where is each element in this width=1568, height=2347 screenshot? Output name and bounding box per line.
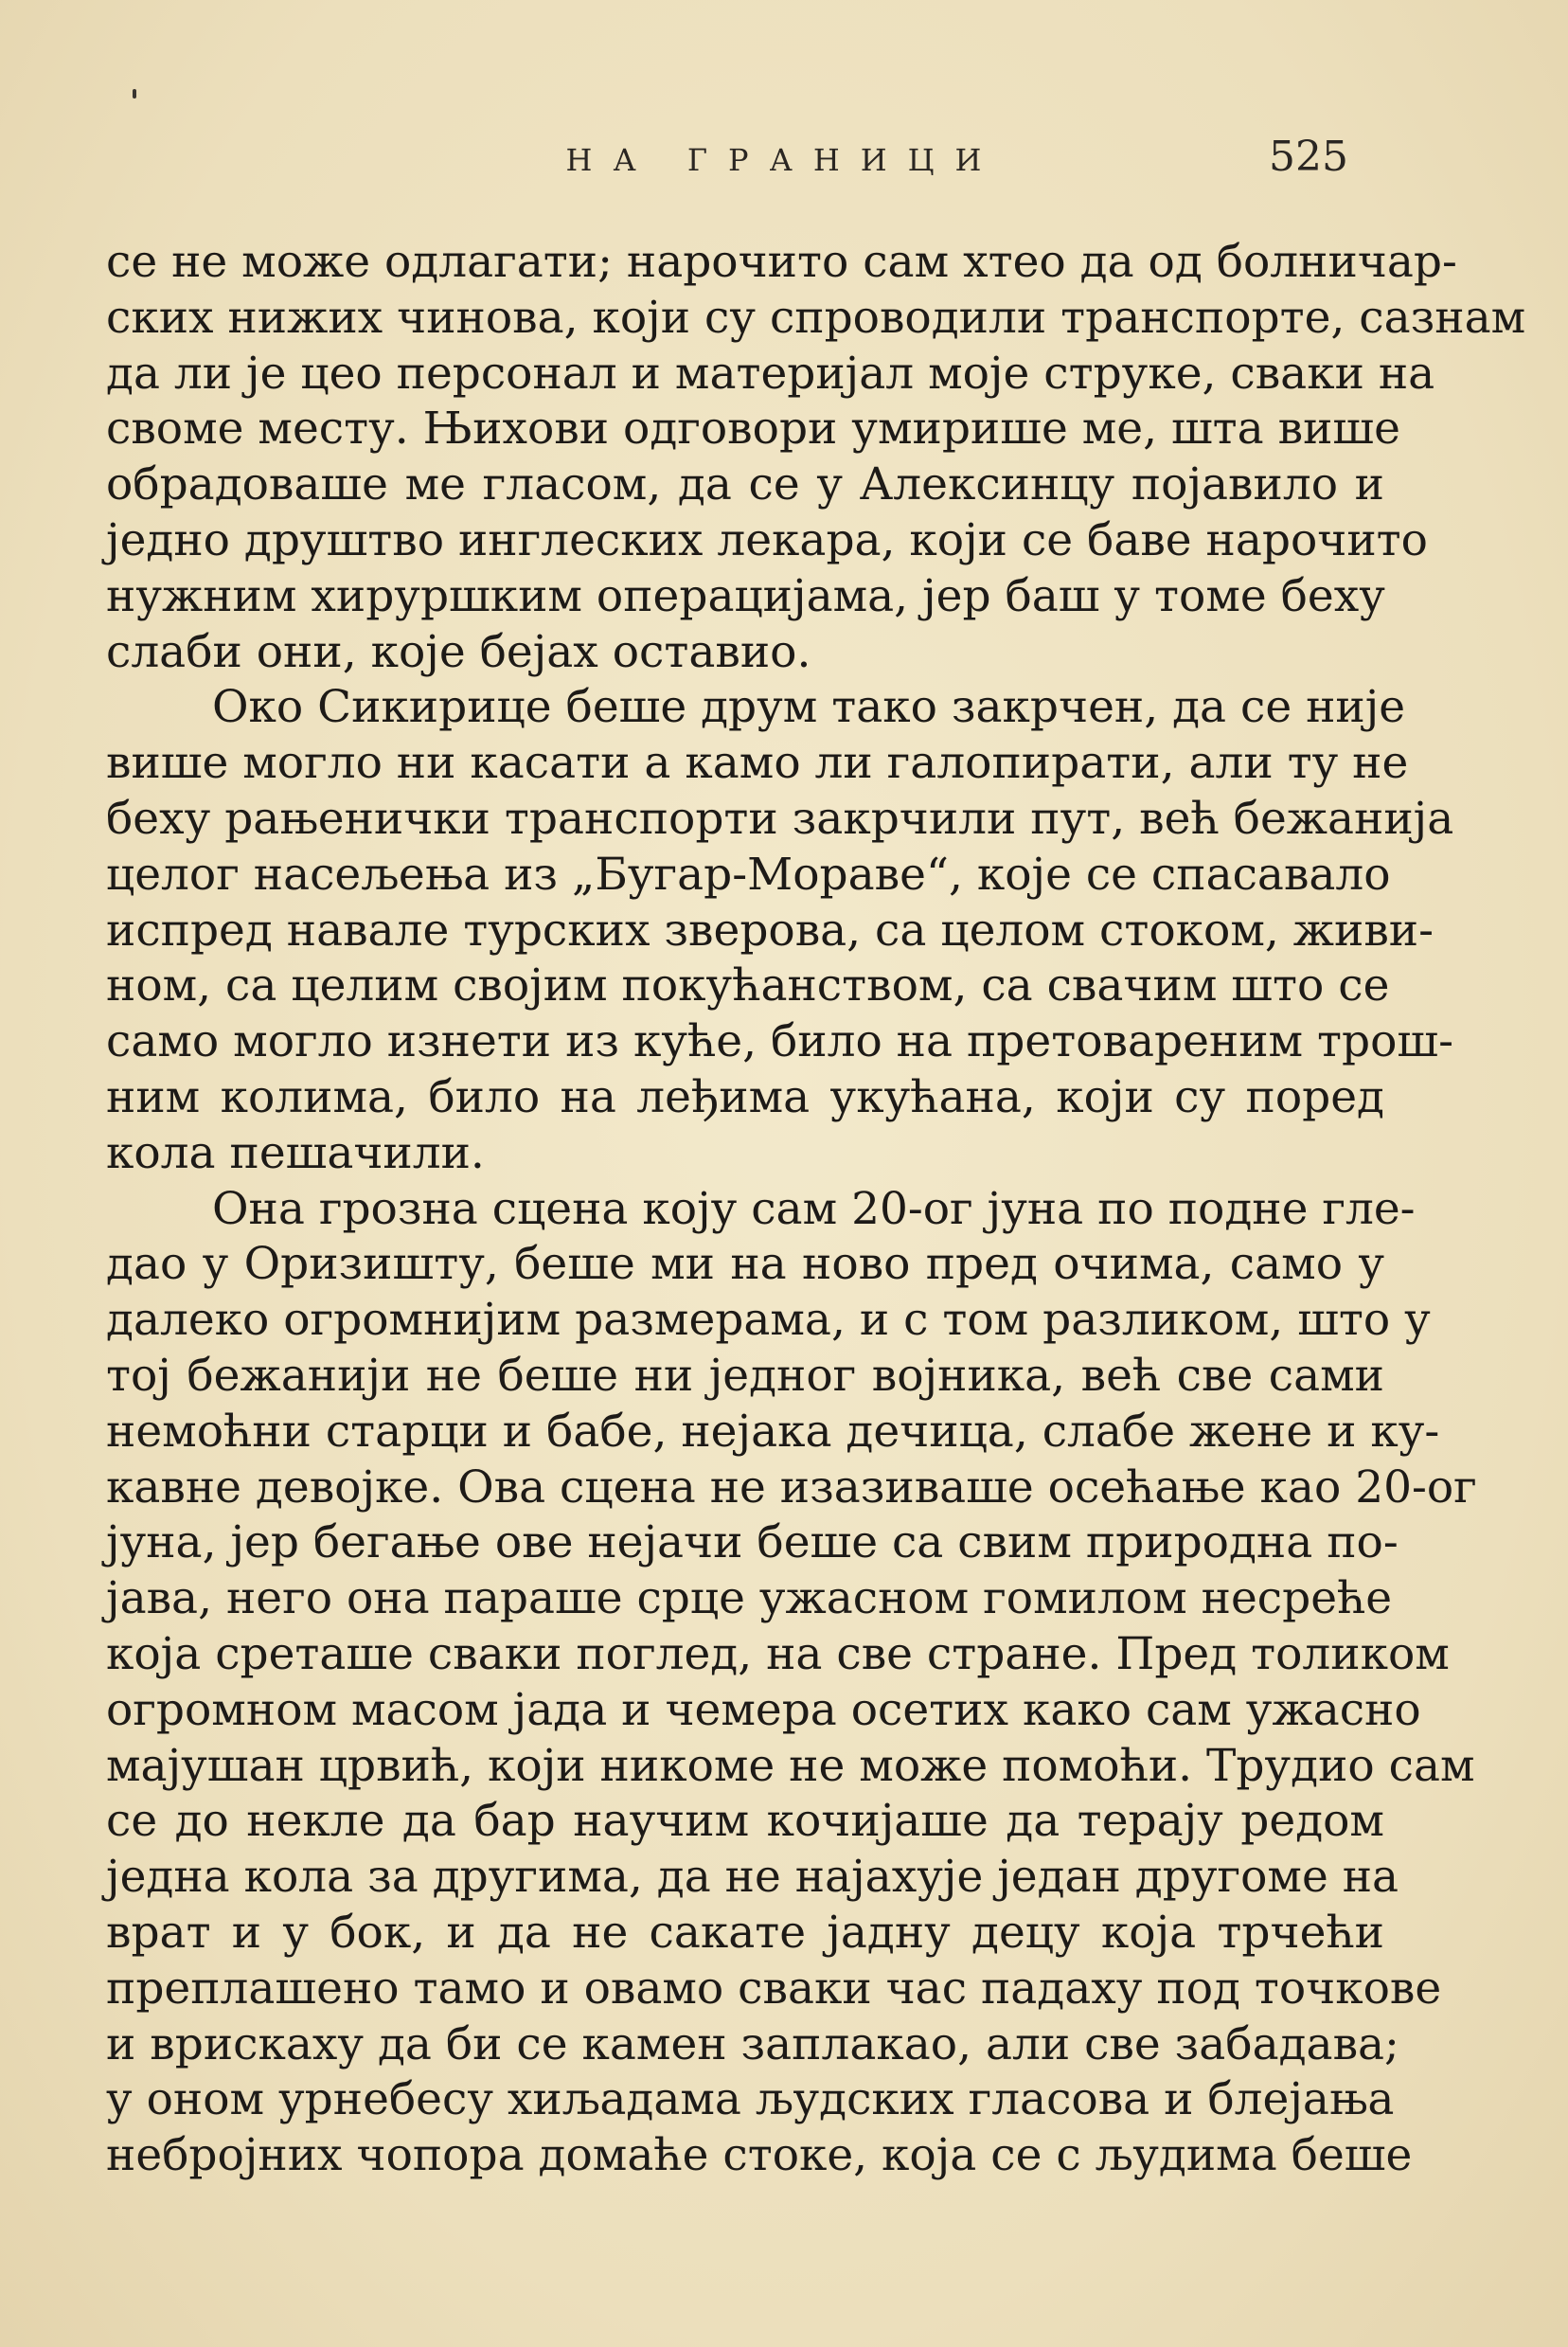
text-line: тој бежанији не беше ни једног војника, већ све сами [106, 1349, 1384, 1402]
text-line: беху рањенички транспорти закрчили пут, већ бежанија [106, 792, 1454, 845]
text-line: небројних чопора домаће стоке, која се с људима беше [106, 2129, 1413, 2182]
text-line: преплашено тамо и овамо сваки час падаху под точкове [106, 1962, 1442, 2015]
text-line: јуна, јер бегање ове нејачи беше са свим природна по- [106, 1516, 1399, 1569]
ink-speck [133, 89, 136, 99]
body-text [106, 235, 1526, 2184]
text-line: да ли је цео персонал и материјал моје струке, сваки на [106, 347, 1435, 400]
text-line: нужним хируршким операцијама, јер баш у томе беху [106, 569, 1385, 622]
running-title: НА ГРАНИЦИ [565, 142, 1003, 178]
text-line: у оном урнебесу хиљадама људских гласова и блејања [106, 2073, 1395, 2126]
text-line: Око Сикирице беше друм тако закрчен, да се није [212, 681, 1406, 734]
text-line: ских нижих чинова, који су спроводили транспорте, сазнам [106, 291, 1526, 344]
text-line: само могло изнети из куће, било на претовареним трош- [106, 1015, 1453, 1068]
text-line: се не може одлагати; нарочито сам хтео да од болничар- [106, 236, 1457, 288]
paragraph-1 [106, 235, 1526, 680]
text-line: огромном масом јада и чемера осетих како сам ужасно [106, 1683, 1421, 1736]
text-line: кола пешачили. [106, 1126, 485, 1179]
text-line: врат и у бок, и да не сакате јадну децу која трчећи [106, 1906, 1384, 1959]
text-line: далеко огромнијим размерама, и с том разликом, што у [106, 1294, 1431, 1347]
text-line: једно друштво инглеских лекара, који се баве нарочито [106, 513, 1428, 566]
text-line: кавне девојке. Ова сцена не изазиваше осећање као 20-ог [106, 1460, 1477, 1514]
text-line: се до некле да бар научим кочијаше да терају редом [106, 1795, 1384, 1848]
text-line: једна кола за другима, да не најахује један другоме на [106, 1851, 1399, 1904]
text-line: мајушан црвић, који никоме не може помоћи. Трудио сам [106, 1739, 1475, 1792]
paragraph-2 [106, 680, 1454, 1181]
text-line: јава, него она параше срце ужасном гомилом несреће [106, 1572, 1393, 1625]
text-line: обрадоваше ме гласом, да се у Алексинцу појавило и [106, 458, 1384, 511]
text-line: испред навале турских зверова, са целом стоком, живи- [106, 904, 1434, 957]
text-line: више могло ни касати а камо ли галопирати, али ту не [106, 737, 1409, 790]
text-line: немоћни старци и бабе, нејака дечица, слабе жене и ку- [106, 1405, 1440, 1458]
text-line: и врискаху да би се камен заплакао, али све забадава; [106, 2017, 1399, 2070]
text-line: слаби они, које бејах оставио. [106, 625, 811, 678]
page-header [0, 133, 1568, 189]
text-line: Она грозна сцена коју сам 20-ог јуна по подне гле- [212, 1182, 1416, 1235]
paragraph-3 [106, 1182, 1477, 2184]
text-line: ним колима, било на леђима укућана, који су поред [106, 1070, 1384, 1123]
text-line: целог насељења из „Бугар-Мораве“, које се спасавало [106, 848, 1391, 901]
text-line: која среташе сваки поглед, на све стране. Пред толиком [106, 1627, 1450, 1680]
text-line: дао у Оризишту, беше ми на ново пред очима, само у [106, 1238, 1384, 1291]
text-line: ном, са целим својим покућанством, са свачим што се [106, 959, 1390, 1012]
text-line: своме месту. Њихови одговори умирише ме, шта више [106, 403, 1400, 456]
page-number: 525 [1269, 133, 1348, 181]
